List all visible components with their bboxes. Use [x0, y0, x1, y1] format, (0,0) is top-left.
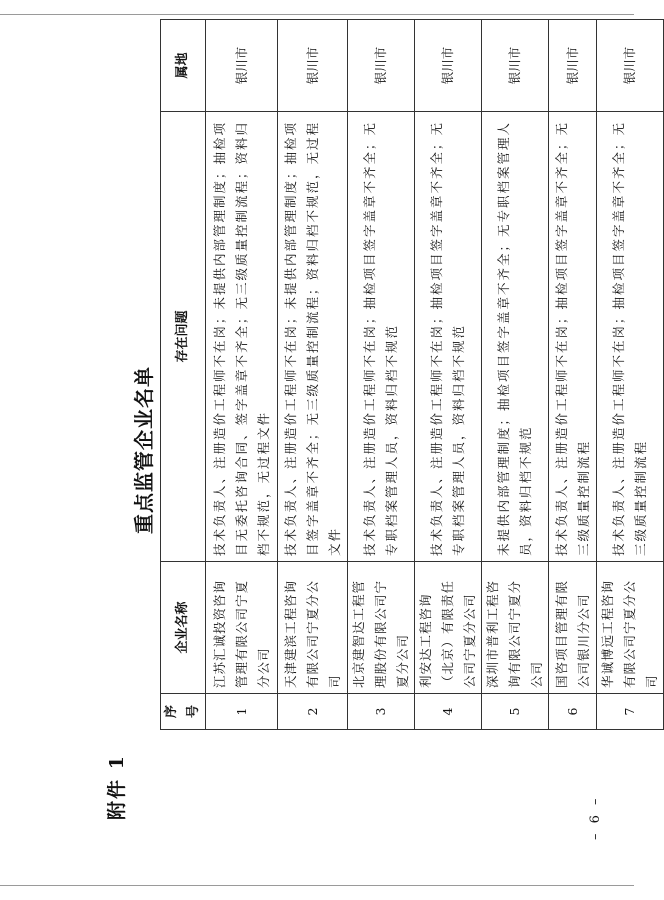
header-index: 序号	[161, 694, 206, 730]
header-region: 属地	[161, 20, 206, 112]
row-index: 2	[278, 694, 348, 730]
table-row	[348, 20, 415, 730]
document-title: 重点监管企业名单	[132, 366, 156, 534]
row-company: 北京建智达工程管理股份有限公司宁夏分公司	[348, 562, 415, 694]
row-index: 6	[549, 694, 597, 730]
row-index: 3	[348, 694, 415, 730]
row-region: 银川市	[278, 20, 348, 112]
row-company: 利安达工程咨询（北京）有限责任公司宁夏分公司	[415, 562, 482, 694]
table-row	[597, 20, 664, 730]
table-row	[482, 20, 549, 730]
table-header-row	[161, 20, 206, 730]
row-index: 1	[206, 694, 278, 730]
row-company: 江苏汇诚投资咨询管理有限公司宁夏分公司	[206, 562, 278, 694]
row-region: 银川市	[482, 20, 549, 112]
row-issues: 技术负责人、注册造价工程师不在岗；抽检项目签字盖章不齐全；无三级质量控制流程	[549, 112, 597, 562]
row-region: 银川市	[348, 20, 415, 112]
row-company: 国咨项目管理有限公司银川分公司	[549, 562, 597, 694]
row-issues: 未提供内部管理制度；抽检项目签字盖章不齐全；无专职档案管理人员，资料归档不规范	[482, 112, 549, 562]
table-row	[549, 20, 597, 730]
row-index: 4	[415, 694, 482, 730]
company-table	[160, 19, 664, 730]
row-issues: 技术负责人、注册造价工程师不在岗；未提供内部管理制度；抽检项目签字盖章不齐全；无三级质量控制流程；资料归档不规范，无过程文件	[278, 112, 348, 562]
header-company: 企业名称	[161, 562, 206, 694]
row-issues: 技术负责人、注册造价工程师不在岗；未提供内部管理制度；抽检项目无委托咨询合同、签字盖章不齐全；无三级质量控制流程；资料归档不规范，无过程文件	[206, 112, 278, 562]
row-region: 银川市	[549, 20, 597, 112]
row-company: 华诚博远工程咨询有限公司宁夏分公司	[597, 562, 664, 694]
row-issues: 技术负责人、注册造价工程师不在岗；抽检项目签字盖章不齐全；无专职档案管理人员，资料归档不规范	[415, 112, 482, 562]
row-issues: 技术负责人、注册造价工程师不在岗；抽检项目签字盖章不齐全；无三级质量控制流程	[597, 112, 664, 562]
row-index: 7	[597, 694, 664, 730]
row-region: 银川市	[415, 20, 482, 112]
table-row	[278, 20, 348, 730]
header-issues: 存在问题	[161, 112, 206, 562]
row-index: 5	[482, 694, 549, 730]
annex-label: 附件 1	[106, 754, 128, 820]
page-number: – 6 –	[588, 795, 603, 840]
row-company: 深圳市普利工程咨询有限公司宁夏分公司	[482, 562, 549, 694]
row-region: 银川市	[206, 20, 278, 112]
table-row	[415, 20, 482, 730]
row-region: 银川市	[597, 20, 664, 112]
table-row	[206, 20, 278, 730]
row-issues: 技术负责人、注册造价工程师不在岗；抽检项目签字盖章不齐全；无专职档案管理人员，资料归档不规范	[348, 112, 415, 562]
row-company: 天津建滨工程咨询有限公司宁夏分公司	[278, 562, 348, 694]
